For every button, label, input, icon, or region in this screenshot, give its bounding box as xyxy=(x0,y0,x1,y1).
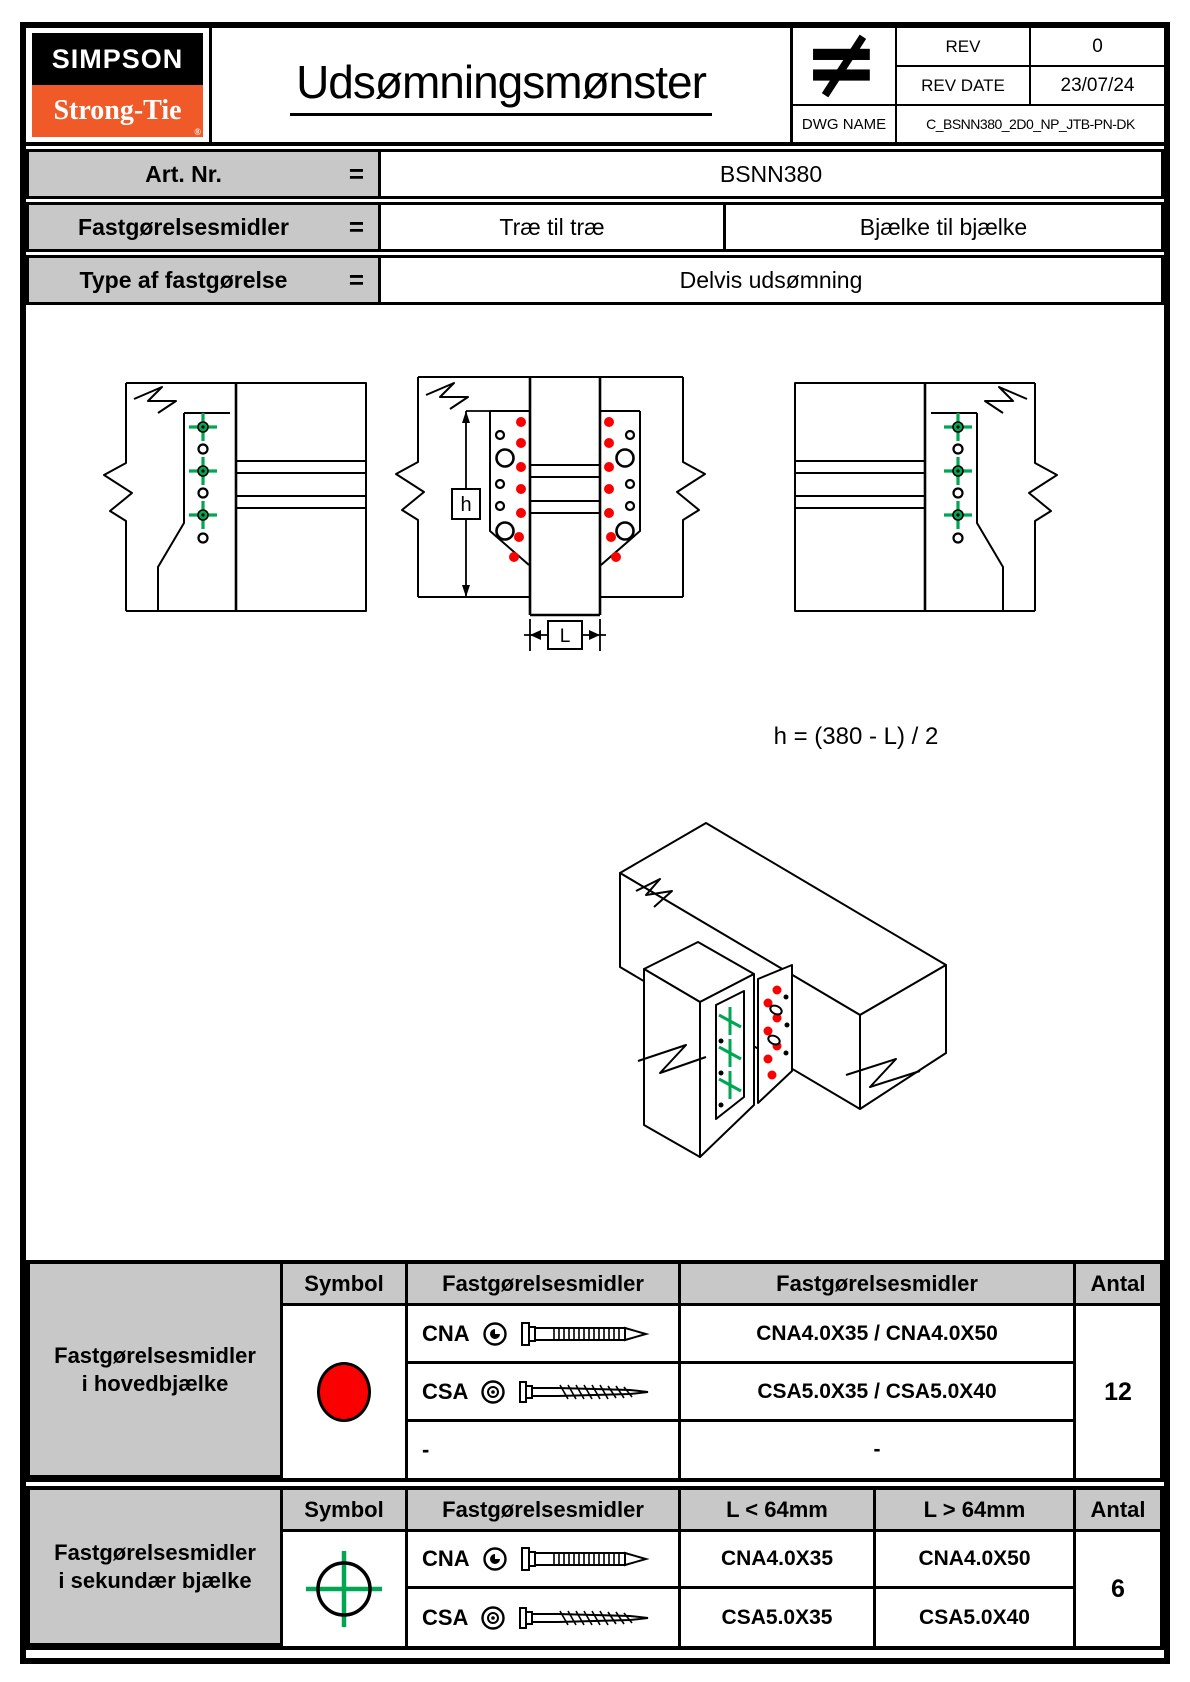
table-sekundaer-bjaelke xyxy=(26,1486,1164,1650)
secondary-fastener-markers xyxy=(189,413,217,543)
column-header-antal: Antal xyxy=(1076,1490,1160,1532)
dwg-name-value: C_BSNN380_2D0_NP_JTB-PN-DK xyxy=(926,116,1135,132)
height-formula: h = (380 - L) / 2 xyxy=(773,723,939,750)
rev-value: 0 xyxy=(1031,28,1164,67)
equals-sign: = xyxy=(348,158,364,189)
symbol-cell xyxy=(283,1532,408,1646)
fasteners-value-beam: Bjælke til bjælke xyxy=(859,213,1028,240)
fastener-value-large: CNA4.0X50 xyxy=(876,1532,1076,1589)
fastener-row-cna: CNA xyxy=(408,1306,681,1364)
table-hovedbjaelke xyxy=(26,1260,1164,1482)
logo-strongtie-text: Strong-Tie xyxy=(53,95,182,126)
equals-sign: = xyxy=(348,211,364,242)
break-mark-icon xyxy=(426,383,468,409)
not-equal-projection-icon xyxy=(793,28,897,106)
rev-label: REV xyxy=(897,28,1031,67)
drawing-area xyxy=(26,305,1164,1260)
column-header-symbol: Symbol xyxy=(283,1490,408,1532)
front-view-diagram xyxy=(378,367,728,672)
csa-screw-icon xyxy=(518,1603,658,1633)
info-row-type xyxy=(26,255,1164,305)
csa-head-icon xyxy=(480,1605,506,1631)
column-header-antal: Antal xyxy=(1076,1264,1160,1306)
antal-value: 12 xyxy=(1104,1377,1132,1406)
title-bar xyxy=(26,28,1164,146)
main-fastener-markers-right xyxy=(604,417,621,562)
page-title: Udsømningsmønster xyxy=(290,55,712,116)
fasteners-label-cell xyxy=(29,205,381,249)
fastener-row-csa: CSA xyxy=(408,1589,681,1646)
rev-date-label: REV DATE xyxy=(897,67,1031,106)
fastener-value-large: CSA5.0X40 xyxy=(876,1589,1076,1646)
rev-date-value: 23/07/24 xyxy=(1031,67,1164,106)
equals-sign: = xyxy=(348,264,364,295)
type-label-cell xyxy=(29,258,381,302)
fasteners-label: Fastgørelsesmidler xyxy=(78,213,289,240)
dim-h-label: h xyxy=(460,494,472,516)
fastener-value: - xyxy=(681,1422,1076,1478)
cna-head-icon xyxy=(482,1321,508,1347)
csa-head-icon xyxy=(480,1379,506,1405)
cna-head-icon xyxy=(482,1546,508,1572)
dwg-name-label: DWG NAME xyxy=(793,106,897,142)
break-mark-icon xyxy=(134,387,176,413)
symbol-cell xyxy=(283,1306,408,1478)
break-mark-icon xyxy=(985,387,1027,413)
column-header-l-small: L < 64mm xyxy=(681,1490,876,1532)
type-label: Type af fastgørelse xyxy=(79,266,288,293)
column-header-fastener: Fastgørelsesmidler xyxy=(408,1490,681,1532)
drawing-sheet xyxy=(20,22,1170,1664)
column-header-fastener2: Fastgørelsesmidler xyxy=(681,1264,1076,1306)
green-crosshair-symbol-icon xyxy=(302,1547,386,1631)
cna-nail-icon xyxy=(520,1319,654,1349)
table-row-label: Fastgørelsesmidler i sekundær bjælke xyxy=(30,1490,283,1646)
secondary-fastener-markers xyxy=(944,413,972,543)
antal-value: 6 xyxy=(1111,1574,1125,1603)
type-value: Delvis udsømning xyxy=(679,266,863,293)
fastener-row-empty: - xyxy=(408,1422,681,1478)
isometric-view-diagram xyxy=(558,753,968,1193)
side-view-left-diagram xyxy=(88,371,398,621)
side-view-right-diagram xyxy=(763,371,1073,621)
info-row-art-nr xyxy=(26,149,1164,199)
fasteners-value-wood: Træ til træ xyxy=(381,205,726,249)
simpson-strongtie-logo xyxy=(26,28,212,142)
red-circle-symbol-icon xyxy=(317,1362,371,1422)
fastener-row-cna: CNA xyxy=(408,1532,681,1589)
column-header-symbol: Symbol xyxy=(283,1264,408,1306)
table-row-label: Fastgørelsesmidler i hovedbjælke xyxy=(30,1264,283,1478)
logo-simpson: SIMPSON xyxy=(32,33,203,85)
fastener-row-csa: CSA xyxy=(408,1364,681,1422)
fastener-value: CSA5.0X35 / CSA5.0X40 xyxy=(681,1364,1076,1422)
column-header-fastener: Fastgørelsesmidler xyxy=(408,1264,681,1306)
art-nr-label-cell xyxy=(29,152,381,196)
cna-nail-icon xyxy=(520,1544,654,1574)
csa-screw-icon xyxy=(518,1377,658,1407)
main-fastener-markers-left xyxy=(509,417,526,562)
fastener-value-small: CNA4.0X35 xyxy=(681,1532,876,1589)
art-nr-value: BSNN380 xyxy=(719,160,823,187)
logo-strongtie xyxy=(32,85,203,137)
info-row-fasteners xyxy=(26,202,1164,252)
registered-mark: ® xyxy=(194,127,201,137)
art-nr-label: Art. Nr. xyxy=(145,160,222,187)
title-cell xyxy=(212,28,790,142)
fastener-value-small: CSA5.0X35 xyxy=(681,1589,876,1646)
revision-block xyxy=(790,28,1164,142)
fastener-value: CNA4.0X35 / CNA4.0X50 xyxy=(681,1306,1076,1364)
column-header-l-large: L > 64mm xyxy=(876,1490,1076,1532)
dim-L-label: L xyxy=(559,626,571,647)
